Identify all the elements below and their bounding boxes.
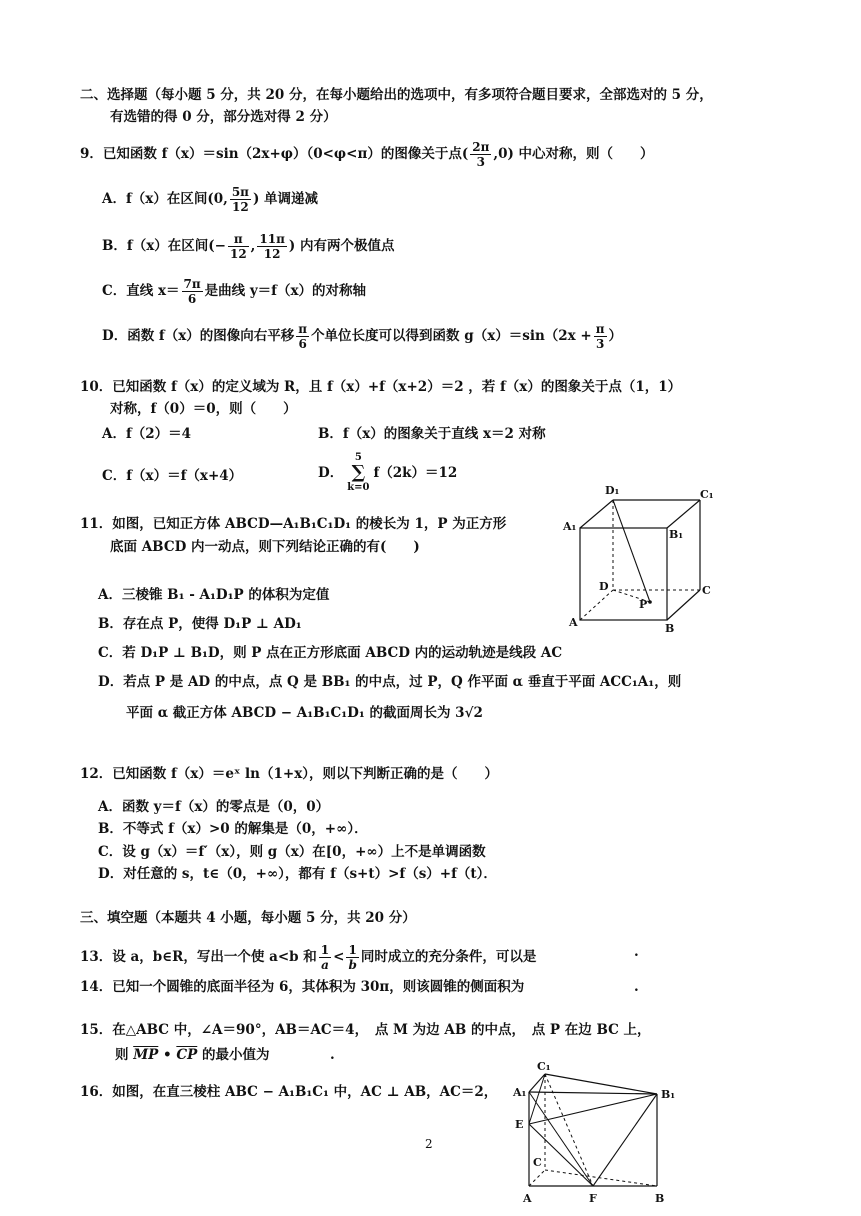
label-P: P <box>639 598 648 611</box>
sum-sigma: ∑ <box>351 462 366 483</box>
label-D1: D₁ <box>605 484 620 497</box>
section2-header-cont: 有选错的得 0 分，部分选对得 2 分） <box>110 109 337 125</box>
page-number: 2 <box>425 1137 433 1151</box>
q11-option-d-line2: 平面 α 截正方体 ABCD − A₁B₁C₁D₁ 的截面周长为 3√2 <box>126 705 483 721</box>
prism-figure <box>505 1058 685 1208</box>
label-C: C <box>533 1156 542 1169</box>
q9-optA-text: A．f（x）在区间(0, <box>102 191 228 207</box>
q10-stem-line1: 10．已知函数 f（x）的定义域为 R，且 f（x）+f（x+2）＝2 ，若 f（x）的图象关于点（1，1） <box>80 379 682 395</box>
q15-stem-line1: 15．在△ABC 中，∠A＝90°，AB＝AC＝4， 点 M 为边 AB 的中点， 点 P 在边 BC 上， <box>80 1022 651 1038</box>
q13-stem-b: 同时成立的充分条件，可以是 <box>360 949 537 965</box>
q10-optD-label: D． <box>318 465 344 481</box>
q12-option-b: B．不等式 f（x）>0 的解集是（0，+∞）． <box>98 821 368 837</box>
label-C1: C₁ <box>700 488 714 501</box>
q9-optD-mid: 个单位长度可以得到函数 g（x）＝sin（2x + <box>311 328 592 344</box>
q9-optC-text: C．直线 x＝ <box>102 283 180 299</box>
q16-stem: 16．如图，在直三棱柱 ABC − A₁B₁C₁ 中，AC ⊥ AB，AC＝2， <box>80 1084 498 1100</box>
q9-option-b: B．f（x）在区间(− $\frac{\pi}{12}$ , $\frac{11\pi}{12}$ ) 内有两个极值点 <box>102 232 395 261</box>
q14-answer-end: . <box>634 979 639 995</box>
summation-symbol <box>347 452 369 494</box>
q9-option-d <box>102 322 622 351</box>
q12-option-d: D．对任意的 s，t∈（0，+∞），都有 f（s+t）>f（s）+f（t）． <box>98 866 497 882</box>
q9-stem-c: ,0) 中心对称，则（ ） <box>493 146 654 162</box>
label-F: F <box>589 1192 597 1205</box>
label-B1: B₁ <box>669 528 684 541</box>
label-A: A <box>569 616 578 629</box>
q11-option-a: A．三棱锥 B₁ - A₁D₁P 的体积为定值 <box>98 587 330 603</box>
q9-stem-b: f（x）＝sin（2x+φ）（0<φ<π）的图像关于点( <box>161 146 469 162</box>
q9-optD-fraction <box>296 322 309 351</box>
q9-optC-fraction <box>182 277 203 306</box>
q9-optB-den1: 12 <box>229 247 247 261</box>
q13-den2: b <box>348 958 357 972</box>
q9-optD-text: D．函数 f（x）的图像向右平移 <box>102 328 295 344</box>
q9-optB-fraction2 <box>257 232 286 261</box>
q13-den1: a <box>321 958 329 972</box>
q9-frac-num: 2π <box>472 140 490 154</box>
q13-stem-a: 13．设 a，b∈R，写出一个使 a<b 和 <box>80 949 317 965</box>
q9-optC-tail: 是曲线 y＝f（x）的对称轴 <box>204 283 367 299</box>
q9-optA-tail: ) 单调递减 <box>252 191 319 207</box>
label-A1: A₁ <box>513 1086 527 1099</box>
q13-answer-end: . <box>634 944 639 960</box>
q9-optD-fraction2 <box>594 322 607 351</box>
label-C1: C₁ <box>537 1060 551 1073</box>
q11-stem-line2: 底面 ABCD 内一动点，则下列结论正确的有( ) <box>110 539 420 555</box>
section2-header: 二、选择题（每小题 5 分，共 20 分，在每小题给出的选项中，有多项符合题目要求，全部选对的 5 分， <box>80 87 713 103</box>
q12-stem: 12．已知函数 f（x）＝eˣ ln（1+x），则以下判断正确的是（ ） <box>80 766 498 782</box>
sum-upper-limit: 5 <box>354 452 362 463</box>
sum-lower-limit: k=0 <box>347 482 370 493</box>
q9-optB-text: B．f（x）在区间(− <box>102 238 226 254</box>
q9-option-c <box>102 277 366 306</box>
q13-less-than: < <box>333 949 345 965</box>
q9-optD-tail: ） <box>608 328 623 344</box>
q9-optB-fraction1 <box>228 232 249 261</box>
q13-fraction1 <box>319 943 331 972</box>
q13-stem <box>80 943 536 972</box>
q9-optA-den: 12 <box>232 200 249 214</box>
q9-stem-a: 9．已知函数 <box>80 146 157 162</box>
cube-figure <box>555 480 725 635</box>
q10-option-b: B．f（x）的图象关于直线 x＝2 对称 <box>318 426 546 442</box>
q10-option-d <box>318 452 457 494</box>
q9-optA-fraction <box>230 185 251 214</box>
q9-stem <box>80 140 654 169</box>
q10-option-a: A．f（2）＝4 <box>102 426 192 442</box>
q15-then: 则 <box>115 1047 129 1063</box>
q9-fraction <box>470 140 491 169</box>
label-B: B <box>665 622 675 635</box>
dot-product-symbol: • <box>163 1047 172 1063</box>
q9-optC-num: 7π <box>183 277 201 291</box>
q9-optA-num: 5π <box>231 185 249 199</box>
q10-stem-line2: 对称，f（0）＝0，则（ ） <box>110 401 297 417</box>
q9-optB-den2: 12 <box>263 247 281 261</box>
q15-answer-end: . <box>330 1047 335 1063</box>
section3-header: 三、填空题（本题共 4 小题，每小题 5 分，共 20 分） <box>80 910 416 926</box>
label-E: E <box>515 1118 524 1131</box>
q15-stem-line2 <box>115 1046 269 1064</box>
label-B: B <box>655 1192 665 1205</box>
label-D: D <box>599 580 609 593</box>
q14-stem: 14．已知一个圆锥的底面半径为 6，其体积为 30π，则该圆锥的侧面积为 <box>80 979 525 995</box>
q9-optB-num2: 11π <box>259 232 285 246</box>
q12-option-c: C．设 g（x）＝f′（x），则 g（x）在[0，+∞）上不是单调函数 <box>98 844 486 860</box>
q13-num1: 1 <box>320 943 330 957</box>
q10-optD-tail: f（2k）＝12 <box>373 465 458 481</box>
q11-stem-line1: 11．如图，已知正方体 ABCD—A₁B₁C₁D₁ 的棱长为 1，P 为正方形 <box>80 516 507 532</box>
q15-min-value-text: 的最小值为 <box>201 1047 270 1063</box>
q11-option-b: B．存在点 P，使得 D₁P ⊥ AD₁ <box>98 616 302 632</box>
q11-option-c: C．若 D₁P ⊥ B₁D，则 P 点在正方形底面 ABCD 内的运动轨迹是线段 AC <box>98 645 563 661</box>
q9-frac-den: 3 <box>476 155 485 169</box>
q9-optC-den: 6 <box>187 292 197 306</box>
q9-optD-den2: 3 <box>595 337 605 351</box>
label-A1: A₁ <box>563 520 577 533</box>
vector-MP: $\overline{MP}$ <box>133 1047 159 1063</box>
q13-num2: 1 <box>346 943 358 958</box>
q10-option-c: C．f（x）＝f（x+4） <box>102 468 243 484</box>
q9-optB-tail: ) 内有两个极值点 <box>288 238 395 254</box>
label-C: C <box>702 584 711 597</box>
label-B1: B₁ <box>661 1088 676 1101</box>
q9-optD-num: π <box>298 322 308 336</box>
q11-option-d-line1: D．若点 P 是 AD 的中点，点 Q 是 BB₁ 的中点，过 P，Q 作平面 α 垂直于平面 ACC₁A₁，则 <box>98 674 682 690</box>
q9-option-a <box>102 185 318 214</box>
label-A: A <box>523 1192 532 1205</box>
q9-optB-num1: π <box>228 232 249 247</box>
q13-fraction2 <box>346 943 358 972</box>
q9-optD-den: 6 <box>298 337 307 351</box>
q9-optD-num2: π <box>595 322 605 336</box>
vector-CP: $\overline{CP}$ <box>176 1047 198 1063</box>
q12-option-a: A．函数 y＝f（x）的零点是（0，0） <box>98 799 330 815</box>
